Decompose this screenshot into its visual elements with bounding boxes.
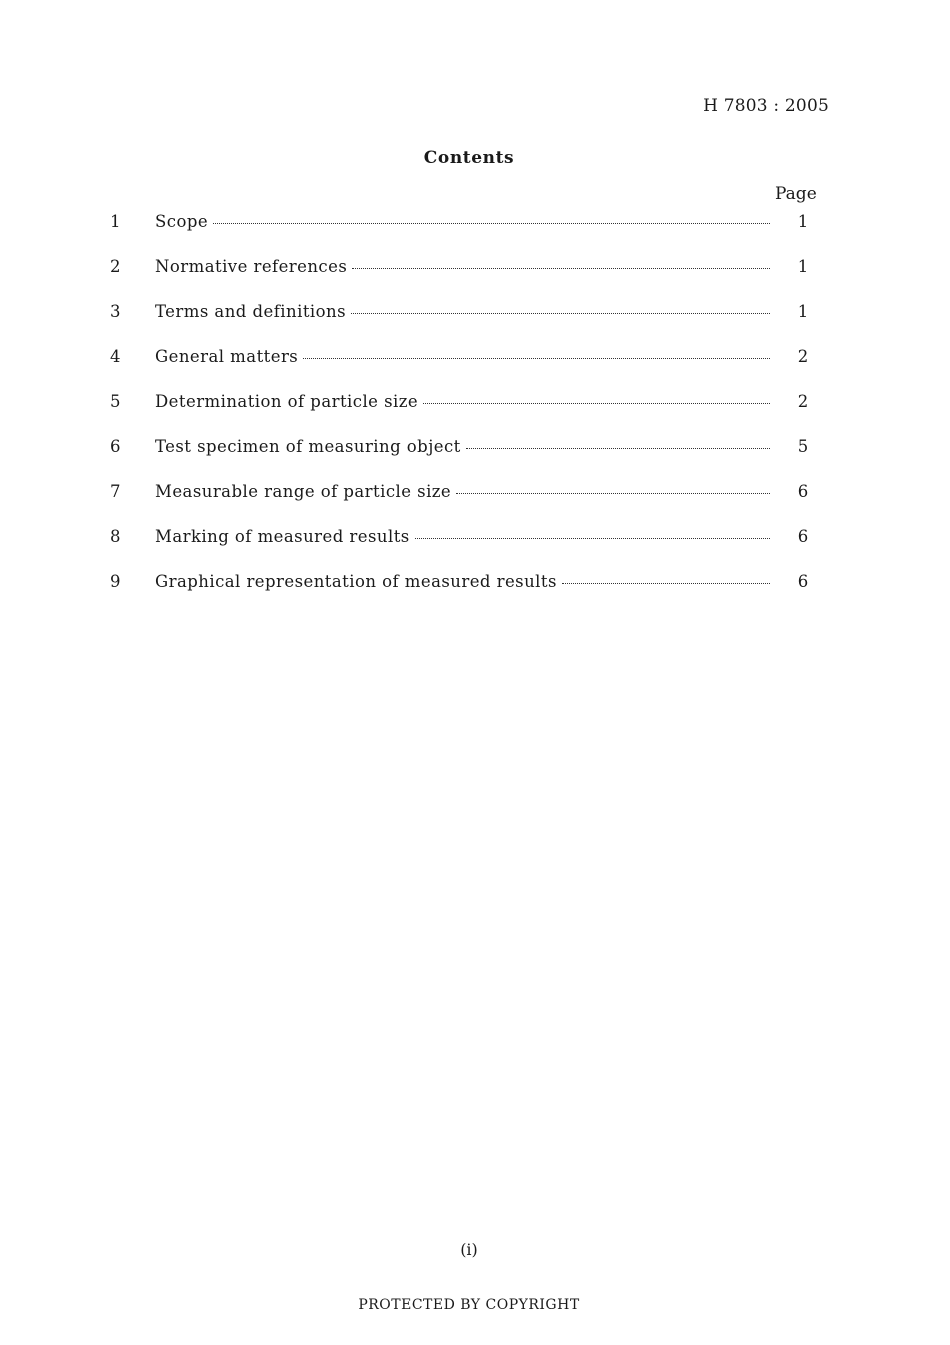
toc-entry[interactable] (110, 572, 820, 617)
toc-entry-number: 3 (110, 302, 121, 321)
dot-leader (303, 354, 770, 359)
toc-entry-title[interactable]: Terms and definitions (155, 302, 347, 321)
toc-entry-number: 5 (110, 392, 121, 411)
contents-title: Contents (423, 148, 515, 168)
toc-entry-title[interactable]: Scope (155, 212, 209, 231)
toc-entry-title[interactable]: Graphical representation of measured results (155, 572, 557, 591)
dot-leader (562, 579, 770, 584)
toc-entry-title[interactable]: Measurable range of particle size (155, 482, 452, 501)
dot-leader (466, 444, 770, 449)
toc-entry-page: 1 (797, 257, 809, 276)
toc-entry-page: 6 (797, 527, 809, 546)
copyright-notice: PROTECTED BY COPYRIGHT (358, 1297, 580, 1313)
toc-entry-page: 1 (797, 212, 809, 231)
dot-leader (351, 309, 770, 314)
toc-entry-title[interactable]: General matters (155, 347, 299, 366)
toc-entry-number: 7 (110, 482, 121, 501)
toc-entry-number: 1 (110, 212, 121, 231)
toc-entry-title[interactable]: Test specimen of measuring object (155, 437, 461, 456)
document-number: H 7803 : 2005 (703, 96, 829, 116)
toc-entry[interactable] (110, 257, 820, 302)
toc-entry-page: 2 (797, 347, 809, 366)
toc-entry-title[interactable]: Marking of measured results (155, 527, 410, 546)
page-column-label: Page (775, 184, 817, 204)
toc-entry-page: 6 (797, 482, 809, 501)
toc-entry-number: 8 (110, 527, 121, 546)
toc-entry-title[interactable]: Determination of particle size (155, 392, 419, 411)
dot-leader (213, 219, 770, 224)
dot-leader (456, 489, 770, 494)
toc-entry-page: 6 (797, 572, 809, 591)
dot-leader (352, 264, 770, 269)
dot-leader (415, 534, 770, 539)
toc-entry[interactable] (110, 347, 820, 392)
toc-entry-page: 5 (797, 437, 809, 456)
toc-entry-number: 2 (110, 257, 121, 276)
toc-entry-number: 6 (110, 437, 121, 456)
toc-entry-page: 2 (797, 392, 809, 411)
toc-entry[interactable] (110, 302, 820, 347)
toc-entry-page: 1 (797, 302, 809, 321)
toc-entry-title[interactable]: Normative references (155, 257, 348, 276)
toc-entry-number: 4 (110, 347, 121, 366)
footer-page-number: (i) (460, 1240, 478, 1259)
toc-entry[interactable] (110, 482, 820, 527)
toc-entry[interactable] (110, 212, 820, 257)
toc-entry[interactable] (110, 392, 820, 437)
toc-entry-number: 9 (110, 572, 121, 591)
table-of-contents (110, 212, 820, 617)
toc-entry[interactable] (110, 527, 820, 572)
dot-leader (423, 399, 770, 404)
toc-entry[interactable] (110, 437, 820, 482)
